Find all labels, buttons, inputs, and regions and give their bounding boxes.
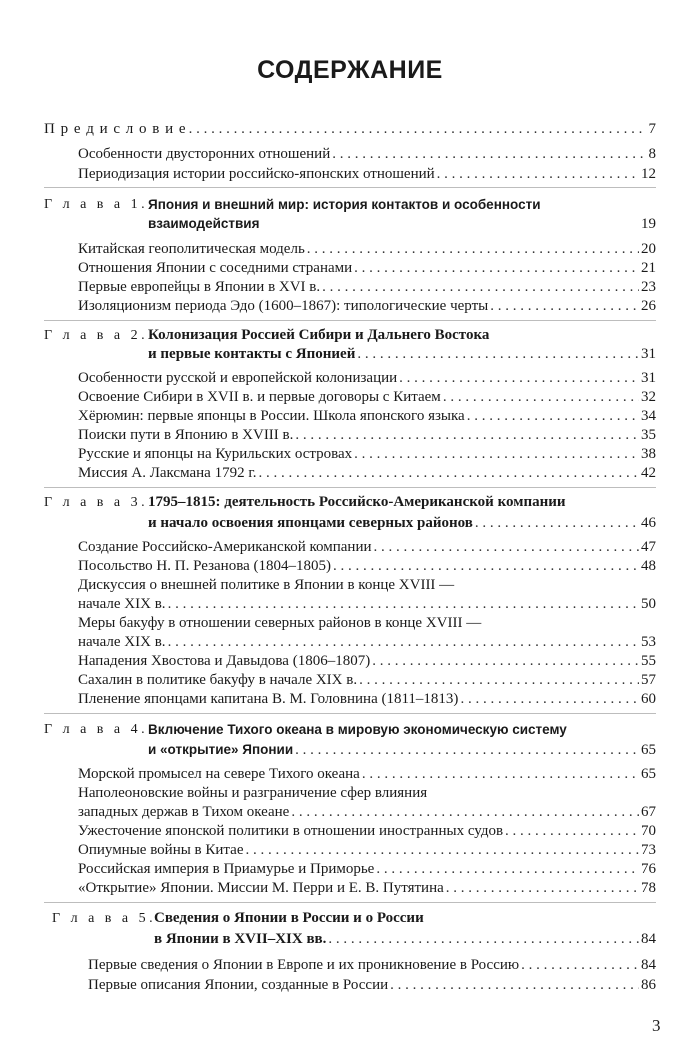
- page-number: 53: [641, 634, 656, 650]
- chapter-label: Г л а в а 4.: [44, 722, 149, 737]
- entry-title: Миссия А. Лаксмана 1792 г.: [78, 465, 257, 481]
- divider: [44, 187, 656, 188]
- toc-entry[interactable]: [78, 823, 656, 840]
- chapter-title-cont: в Японии в XVII–XIX вв.: [154, 931, 327, 947]
- toc-entry[interactable]: [78, 279, 656, 296]
- toc-chapter-entry[interactable]: [148, 515, 656, 532]
- leader-dots: [189, 121, 647, 138]
- page-number: 60: [641, 691, 656, 707]
- page-number: 23: [641, 279, 656, 295]
- leader-dots: [374, 539, 639, 556]
- entry-title: Посольство Н. П. Резанова (1804–1805): [78, 558, 331, 574]
- page-number: 32: [641, 389, 656, 405]
- page-number: 48: [641, 558, 656, 574]
- page-number: 57: [641, 672, 656, 688]
- entry-title-cont: начале XIX в.: [78, 634, 166, 650]
- entry-title: Хёрюмин: первые японцы в России. Школа японского языка: [78, 408, 465, 424]
- page-number: 70: [641, 823, 656, 839]
- chapter-title[interactable]: 1795–1815: деятельность Российско-Американской компании: [148, 494, 566, 510]
- entry-title: Ужесточение японской политики в отношении иностранных судов: [78, 823, 504, 839]
- page-number: 50: [641, 596, 656, 612]
- page-number: 46: [641, 515, 656, 531]
- leader-dots: [446, 880, 639, 897]
- leader-dots: [245, 842, 639, 859]
- leader-dots: [443, 389, 639, 406]
- leader-dots: [357, 346, 639, 363]
- page-number: 7: [648, 121, 656, 137]
- leader-dots: [362, 766, 639, 783]
- leader-dots: [295, 427, 639, 444]
- entry-title: Первые сведения о Японии в Европе и их проникновение в Россию: [88, 957, 520, 973]
- leader-dots: [390, 977, 639, 994]
- leader-dots: [322, 279, 639, 296]
- page-number: 76: [641, 861, 656, 877]
- toc-entry[interactable]: [78, 634, 656, 651]
- entry-title[interactable]: Наполеоновские войны и разграничение сфер влияния: [78, 785, 428, 801]
- chapter-label: Г л а в а 1.: [44, 197, 149, 212]
- entry-title: Опиумные войны в Китае: [78, 842, 244, 858]
- page-number: 19: [641, 216, 656, 232]
- page-number: 21: [641, 260, 656, 276]
- toc-entry[interactable]: [78, 446, 656, 463]
- leader-dots: [475, 515, 639, 532]
- divider: [44, 487, 656, 488]
- toc-chapter-entry[interactable]: [148, 346, 656, 363]
- page-number: 31: [641, 370, 656, 386]
- page-number: 65: [641, 766, 656, 782]
- leader-dots: [168, 634, 639, 651]
- entry-title: П р е д и с л о в и е: [44, 121, 187, 137]
- toc-entry[interactable]: [78, 465, 656, 482]
- toc-chapter-entry[interactable]: [148, 741, 656, 759]
- entry-title: Особенности двусторонних отношений: [78, 146, 331, 162]
- toc-entry[interactable]: [78, 370, 656, 387]
- leader-dots: [307, 241, 639, 258]
- page-number: 38: [641, 446, 656, 462]
- chapter-title[interactable]: Япония и внешний мир: история контактов и особенности: [148, 197, 541, 212]
- toc-chapter-entry[interactable]: [154, 931, 656, 948]
- toc-entry[interactable]: [88, 977, 656, 994]
- chapter-label: Г л а в а 5.: [52, 911, 157, 926]
- toc-entry[interactable]: [78, 842, 656, 859]
- leader-dots: [460, 691, 639, 708]
- leader-dots: [168, 596, 639, 613]
- page-number: 84: [641, 931, 656, 947]
- toc-entry[interactable]: [78, 427, 656, 444]
- page-number: 20: [641, 241, 656, 257]
- entry-title[interactable]: Дискуссия о внешней политике в Японии в конце XVIII —: [78, 577, 455, 593]
- entry-title: Изоляционизм периода Эдо (1600–1867): типологические черты: [78, 298, 489, 314]
- leader-dots: [354, 260, 639, 277]
- entry-title-cont: западных держав в Тихом океане: [78, 804, 290, 820]
- page-number: 84: [641, 957, 656, 973]
- entry-title: Нападения Хвостова и Давыдова (1806–1807): [78, 653, 371, 669]
- leader-dots: [372, 653, 639, 670]
- leader-dots: [333, 558, 639, 575]
- page-title: СОДЕРЖАНИЕ: [257, 56, 443, 84]
- page-number: 31: [641, 346, 656, 362]
- chapter-label: Г л а в а 2.: [44, 328, 149, 343]
- page-number: 12: [641, 166, 656, 182]
- page-number: 86: [641, 977, 656, 993]
- toc-entry[interactable]: [78, 241, 656, 258]
- entry-title[interactable]: Меры бакуфу в отношении северных районов в конце XVIII —: [78, 615, 482, 631]
- toc-entry[interactable]: [78, 804, 656, 821]
- entry-title: Первые европейцы в Японии в XVI в.: [78, 279, 321, 295]
- entry-title: Морской промысел на севере Тихого океана: [78, 766, 360, 782]
- toc-entry[interactable]: [78, 260, 656, 277]
- page-number: 65: [641, 742, 656, 758]
- toc-chapter-entry[interactable]: [148, 215, 656, 233]
- entry-title: Первые описания Японии, созданные в России: [88, 977, 389, 993]
- leader-dots: [399, 370, 639, 387]
- page-number: 34: [641, 408, 656, 424]
- leader-dots: [505, 823, 639, 840]
- page-number: 26: [641, 298, 656, 314]
- leader-dots: [332, 146, 646, 163]
- chapter-title[interactable]: Включение Тихого океана в мировую экономическую систему: [148, 722, 567, 737]
- toc-entry[interactable]: [78, 766, 656, 783]
- entry-title: Российская империя в Приамурье и Приморье: [78, 861, 375, 877]
- chapter-title-cont: взаимодействия: [148, 216, 260, 231]
- page-number: 55: [641, 653, 656, 669]
- page-number: 47: [641, 539, 656, 555]
- leader-dots: [291, 804, 639, 821]
- toc-entry[interactable]: [78, 146, 656, 163]
- page-number: 78: [641, 880, 656, 896]
- toc-entry[interactable]: [78, 672, 656, 689]
- leader-dots: [259, 465, 639, 482]
- leader-dots: [521, 957, 639, 974]
- entry-title: Периодизация истории российско-японских отношений: [78, 166, 435, 182]
- leader-dots: [490, 298, 639, 315]
- toc-entry[interactable]: [78, 539, 656, 556]
- page-number: 42: [641, 465, 656, 481]
- chapter-title[interactable]: Колонизация Россией Сибири и Дальнего Востока: [148, 327, 490, 343]
- entry-title-cont: начале XIX в.: [78, 596, 166, 612]
- toc-entry[interactable]: [78, 691, 656, 708]
- entry-title: Пленение японцами капитана В. М. Головнина (1811–1813): [78, 691, 459, 707]
- chapter-label: Г л а в а 3.: [44, 495, 149, 510]
- entry-title: Русские и японцы на Курильских островах: [78, 446, 353, 462]
- toc-entry[interactable]: [78, 861, 656, 878]
- leader-dots: [359, 672, 639, 689]
- chapter-title-cont: и начало освоения японцами северных районов: [148, 515, 473, 531]
- toc-entry[interactable]: [78, 298, 656, 315]
- leader-dots: [295, 742, 639, 759]
- entry-title: Сахалин в политике бакуфу в начале XIX в.: [78, 672, 358, 688]
- leader-dots: [437, 166, 639, 183]
- page-number: 8: [648, 146, 656, 162]
- leader-dots: [467, 408, 639, 425]
- page-number: 73: [641, 842, 656, 858]
- entry-title: «Открытие» Японии. Миссии М. Перри и Е. В. Путятина: [78, 880, 444, 896]
- chapter-title-cont: и первые контакты с Японией: [148, 346, 356, 362]
- divider: [44, 320, 656, 321]
- page-number-footer: 3: [652, 1016, 661, 1035]
- page-number: 35: [641, 427, 656, 443]
- divider: [44, 902, 656, 903]
- toc-entry[interactable]: [88, 957, 656, 974]
- toc-entry[interactable]: [78, 653, 656, 670]
- page-number: 67: [641, 804, 656, 820]
- chapter-title-cont: и «открытие» Японии: [148, 742, 294, 757]
- chapter-title[interactable]: Сведения о Японии в России и о России: [154, 910, 424, 926]
- entry-title: Освоение Сибири в XVII в. и первые договоры с Китаем: [78, 389, 441, 405]
- toc-entry[interactable]: [78, 166, 656, 183]
- entry-title: Особенности русской и европейской колонизации: [78, 370, 398, 386]
- toc-entry[interactable]: [78, 389, 656, 406]
- entry-title: Поиски пути в Японию в XVIII в.: [78, 427, 294, 443]
- divider: [44, 713, 656, 714]
- leader-dots: [376, 861, 639, 878]
- toc-entry[interactable]: [78, 596, 656, 613]
- entry-title: Китайская геополитическая модель: [78, 241, 305, 257]
- leader-dots: [354, 446, 639, 463]
- entry-title: Создание Российско-Американской компании: [78, 539, 372, 555]
- toc-entry[interactable]: [78, 408, 656, 425]
- toc-entry[interactable]: [78, 880, 656, 897]
- entry-title: Отношения Японии с соседними странами: [78, 260, 353, 276]
- toc-entry[interactable]: [78, 558, 656, 575]
- toc-entry-preface[interactable]: [44, 121, 656, 138]
- leader-dots: [328, 931, 639, 948]
